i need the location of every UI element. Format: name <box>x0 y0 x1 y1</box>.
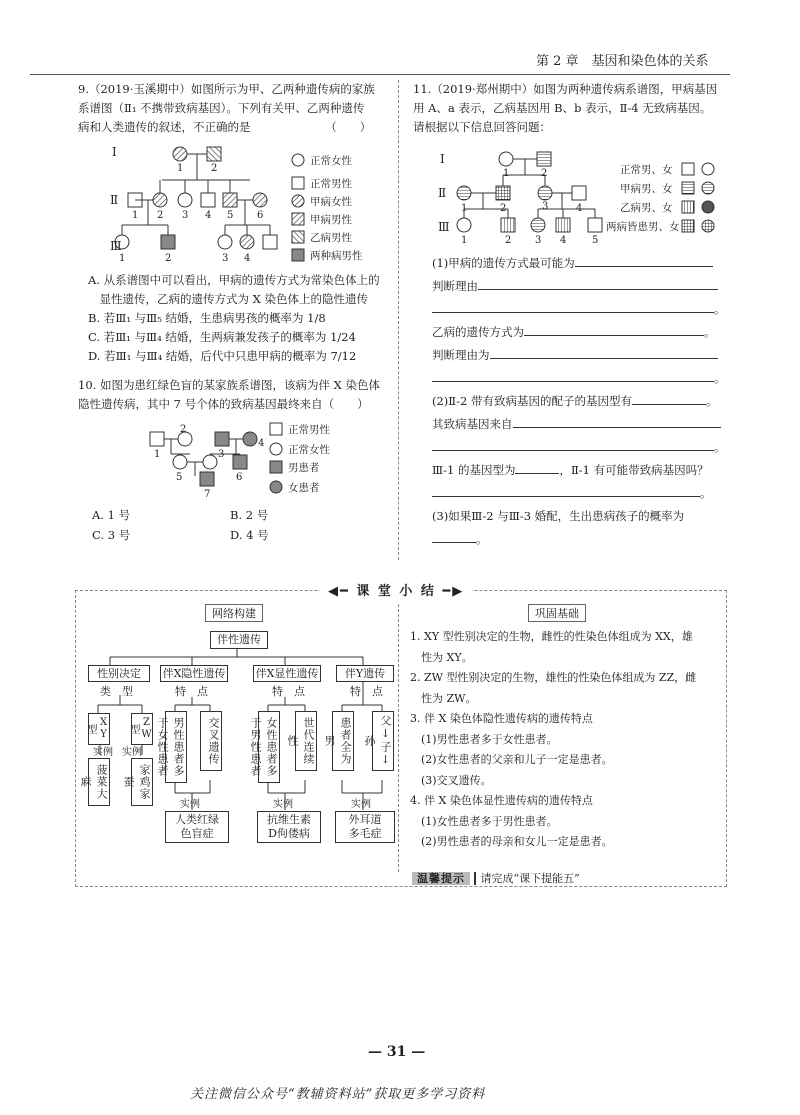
q9-stem: 9.（2019·玉溪期中）如图所示为甲、乙两种遗传病的家族 系谱图（Ⅱ₁ 不携带致病基因）。下列有关甲、乙两种遗传 病和人类遗传的叙述，不正确的是 （ ） <box>78 82 375 134</box>
svg-text:4: 4 <box>576 203 583 214</box>
svg-text:两种病男性: 两种病男性 <box>310 250 363 262</box>
svg-text:正常男性: 正常男性 <box>310 178 352 190</box>
svg-text:3: 3 <box>222 253 229 264</box>
svg-text:2: 2 <box>180 424 187 435</box>
svg-text:4: 4 <box>244 253 251 264</box>
svg-text:男患者: 男患者 <box>288 462 320 474</box>
node-xy-type: XY型 <box>88 713 110 745</box>
svg-text:6: 6 <box>236 472 243 483</box>
svg-text:Ⅲ: Ⅲ <box>438 220 450 234</box>
q10-pedigree <box>140 420 370 498</box>
svg-text:1: 1 <box>503 168 510 179</box>
q9-options: A. 从系谱图中可以看出，甲病的遗传方式为常染色体上的 显性遗传，乙病的遗传方式为 X 染色体上的隐性遗传 B. 若Ⅲ₁ 与Ⅲ₅ 结婚，生患病男孩的概率为 1/8 C. 若Ⅲ₁ 与Ⅲ₄ 结婚，生两病兼发孩子的概率为 1/24 D. 若Ⅲ₁ 与Ⅲ₄ 结婚，后代中只患甲病的概率为 7/12 <box>88 273 380 363</box>
tip-bar <box>412 870 580 887</box>
node-f4a: 患者全为男 <box>332 711 354 771</box>
q9-gen-i: Ⅰ <box>112 145 117 159</box>
label-example-2: 实例 <box>180 799 200 810</box>
svg-text:2: 2 <box>211 163 218 174</box>
label-feature-3: 特 点 <box>272 685 305 698</box>
svg-text:5: 5 <box>592 235 599 245</box>
label-example-xy: 实例 <box>93 747 113 758</box>
node-f4b: 父↓子↓孙 <box>372 711 394 771</box>
svg-text:甲病男、女: 甲病男、女 <box>620 183 673 195</box>
svg-text:5: 5 <box>227 210 234 221</box>
svg-text:3: 3 <box>535 235 542 245</box>
svg-text:甲病女性: 甲病女性 <box>310 196 352 208</box>
q10-option-b: B. 2 号 <box>230 508 269 522</box>
svg-text:1: 1 <box>154 449 161 460</box>
svg-text:3: 3 <box>542 201 549 212</box>
node-f3b: 世代连续性 <box>295 711 317 771</box>
svg-text:1: 1 <box>177 163 184 174</box>
svg-text:正常女性: 正常女性 <box>288 444 330 456</box>
svg-text:1: 1 <box>119 253 126 264</box>
node-f2a: 男性患者多于女性患者 <box>165 711 187 783</box>
node-y-linked: 伴Y遗传 <box>336 665 394 682</box>
svg-text:正常男、女: 正常男、女 <box>620 164 673 176</box>
q10-stem: 10. 如图为患红绿色盲的某家族系谱图，该病为伴 X 染色体 隐性遗传病，其中 7 号个体的致病基因最终来自（ ） <box>78 378 380 411</box>
svg-text:1: 1 <box>132 210 139 221</box>
svg-text:5: 5 <box>176 472 183 483</box>
q9-pedigree <box>100 140 385 270</box>
left-title: 网络构建 <box>205 604 263 622</box>
node-zw-type: ZW型 <box>131 713 153 745</box>
column-divider <box>398 80 399 560</box>
svg-text:两病皆患男、女: 两病皆患男、女 <box>606 221 680 233</box>
label-example-3: 实例 <box>273 799 293 810</box>
summary-title: ◀━ 课 堂 小 结 ━▶ <box>320 580 472 599</box>
svg-text:4: 4 <box>205 210 212 221</box>
svg-text:乙病男性: 乙病男性 <box>310 232 352 244</box>
node-x-recessive: 伴X隐性遗传 <box>160 665 228 682</box>
svg-text:1: 1 <box>461 203 468 214</box>
q11-answers: (1)甲病的遗传方式最可能为 判断理由 。 乙病的遗传方式为 。 判断理由为 。 (2)Ⅱ-2 带有致病基因的配子的基因型有 。 其致病基因来自 。 Ⅲ-1 的基因型为 ，Ⅱ-1 有可能带致病基因吗？ 。 (3)如果Ⅲ-2 与Ⅲ-3 婚配，生出患病孩子的概率为 。 <box>432 252 726 551</box>
node-ex3: 抗维生素 D佝偻病 <box>257 811 321 843</box>
node-f2b: 交叉遗传 <box>200 711 222 771</box>
q10-option-a: A. 1 号 <box>92 508 131 522</box>
q10-option-d: D. 4 号 <box>230 528 269 542</box>
node-ex2: 人类红绿 色盲症 <box>165 811 229 843</box>
svg-text:甲病男性: 甲病男性 <box>310 214 352 226</box>
tip-label: 温馨提示 <box>412 872 470 885</box>
page-number: — 31 — <box>368 1044 426 1060</box>
summary-divider <box>398 604 399 872</box>
header-rule <box>30 74 730 75</box>
svg-text:乙病男、女: 乙病男、女 <box>620 202 673 214</box>
svg-text:2: 2 <box>505 235 512 245</box>
node-f3a: 女性患者多于男性患者 <box>258 711 280 783</box>
tip-text: 请完成“课下提能五” <box>474 872 580 885</box>
svg-text:4: 4 <box>258 438 265 449</box>
svg-text:正常男性: 正常男性 <box>288 424 330 436</box>
q9-gen-iii: Ⅲ <box>110 239 122 253</box>
svg-text:正常女性: 正常女性 <box>310 155 352 167</box>
svg-text:2: 2 <box>165 253 172 264</box>
node-x-dominant: 伴X显性遗传 <box>253 665 321 682</box>
svg-text:2: 2 <box>541 168 548 179</box>
footer-note: 关注微信公众号“教辅资料站”获取更多学习资料 <box>190 1087 486 1102</box>
svg-text:Ⅰ: Ⅰ <box>440 152 445 166</box>
svg-text:3: 3 <box>218 449 225 460</box>
svg-text:1: 1 <box>461 235 468 245</box>
q10-option-c: C. 3 号 <box>92 528 131 542</box>
node-root: 伴性遗传 <box>210 631 268 649</box>
node-ex-zw: 家鸡家蚕 <box>131 758 153 806</box>
label-feature-2: 特 点 <box>175 685 208 698</box>
q11-stem: 11.（2019·郑州期中）如图为两种遗传病系谱图，甲病基因 用 A、a 表示，乙病基因用 B、b 表示，Ⅱ-4 无致病基因。 请根据以下信息回答问题： <box>413 82 718 134</box>
svg-text:7: 7 <box>204 489 211 498</box>
node-ex4: 外耳道 多毛症 <box>335 811 395 843</box>
label-example-4: 实例 <box>351 799 371 810</box>
svg-text:2: 2 <box>157 210 164 221</box>
label-type: 类 型 <box>100 685 133 698</box>
chapter-title: 第 2 章 基因和染色体的关系 <box>536 54 709 69</box>
svg-text:2: 2 <box>500 203 507 214</box>
node-ex-xy: 菠菜大麻 <box>88 758 110 806</box>
label-feature-4: 特 点 <box>350 685 383 698</box>
svg-text:4: 4 <box>560 235 567 245</box>
label-example-zw: 实例 <box>122 747 142 758</box>
svg-text:Ⅱ: Ⅱ <box>438 186 447 200</box>
svg-text:3: 3 <box>182 210 189 221</box>
svg-text:女患者: 女患者 <box>288 482 320 494</box>
consolidation-points: 1. XY 型性别决定的生物，雌性的性染色体组成为 XX，雄 性为 XY。 2. ZW 型性别决定的生物，雄性的性染色体组成为 ZZ，雌 性为 ZW。 3. 伴 X 染色体隐性遗传病的遗传特点 (1)男性患者多于女性患者。 (2)女性患者的父亲和儿子一定是患者。 (3)交叉遗传。 4. 伴 X 染色体显性遗传病的遗传特点 (1)女性患者多于男性患者。 (2)男性患者的母亲和女儿一定是患者。 <box>410 630 697 848</box>
q9-gen-ii: Ⅱ <box>110 193 119 207</box>
q11-pedigree <box>420 145 725 245</box>
svg-text:6: 6 <box>257 210 264 221</box>
node-sex-determination: 性别决定 <box>88 665 150 682</box>
right-title: 巩固基础 <box>528 604 586 622</box>
